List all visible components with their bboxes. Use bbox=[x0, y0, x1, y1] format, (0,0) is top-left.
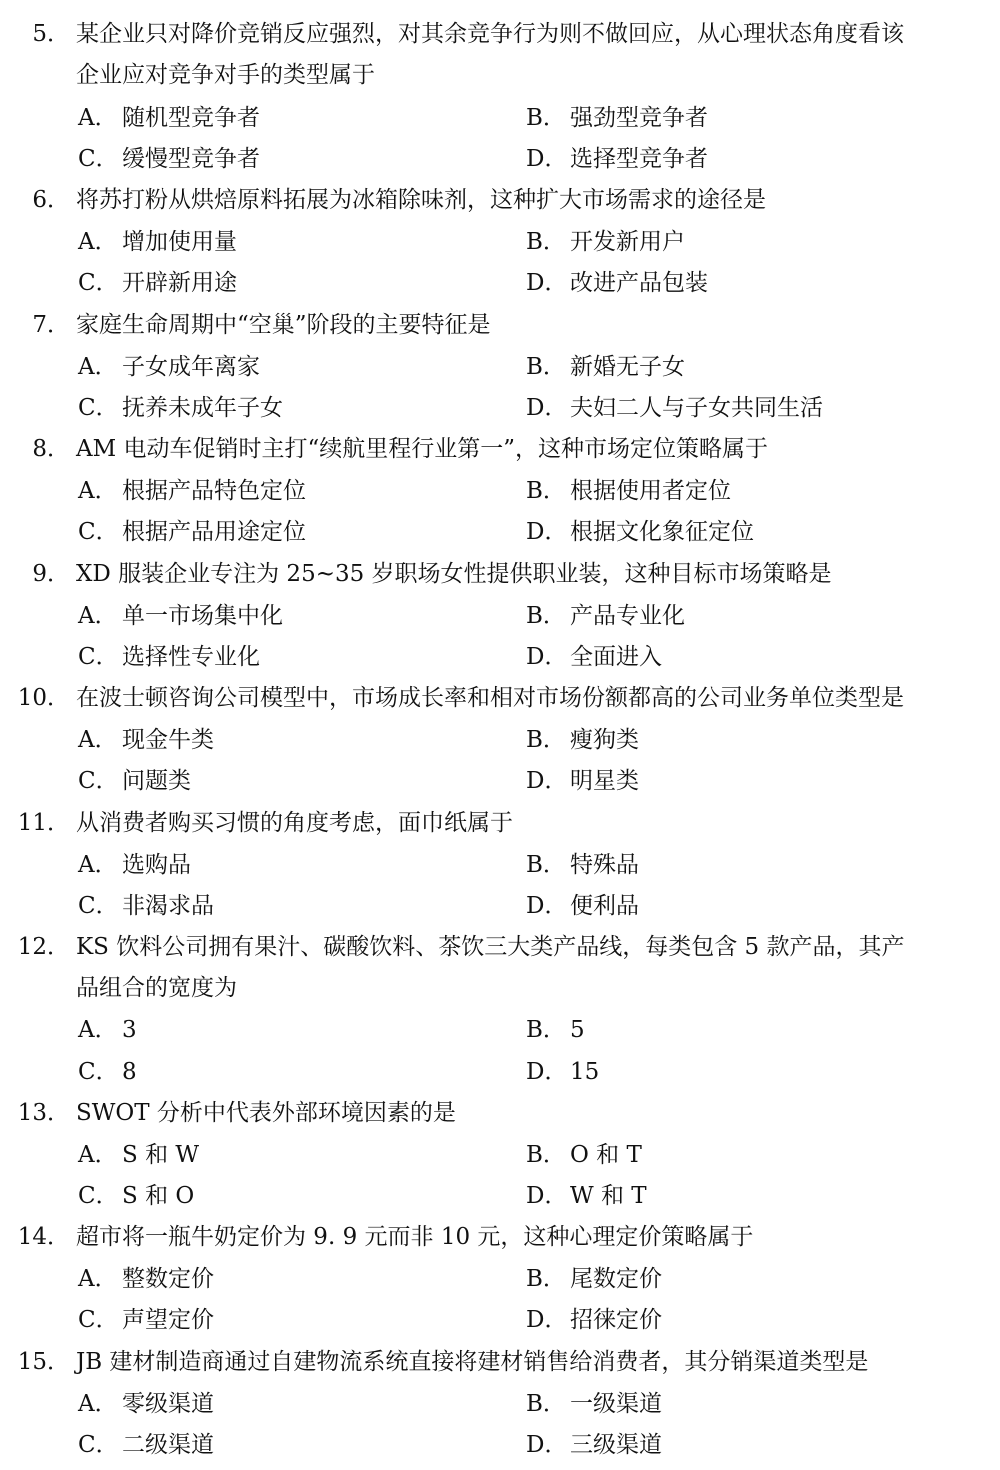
option-d bbox=[526, 1182, 647, 1210]
option-b bbox=[526, 602, 685, 630]
option-text: 便利品 bbox=[570, 893, 639, 919]
option-text: 15 bbox=[570, 1059, 600, 1085]
option-text: 一级渠道 bbox=[570, 1391, 662, 1417]
option-text: S 和 W bbox=[122, 1142, 200, 1168]
option-letter: B． bbox=[526, 727, 566, 753]
question-text: KS 饮料公司拥有果汁、碳酸饮料、茶饮三大类产品线，每类包含 5 款产品，其产 bbox=[76, 934, 905, 960]
option-text: 8 bbox=[122, 1059, 137, 1085]
question-text: 企业应对竞争对手的类型属于 bbox=[76, 62, 375, 88]
option-a bbox=[78, 1141, 199, 1169]
option-a bbox=[78, 851, 191, 879]
option-c bbox=[78, 145, 260, 173]
option-a bbox=[78, 602, 283, 630]
option-d bbox=[526, 892, 639, 920]
option-letter: A． bbox=[78, 1142, 118, 1168]
option-letter: B． bbox=[526, 354, 566, 380]
option-letter: A． bbox=[78, 1266, 118, 1292]
option-b bbox=[526, 1390, 662, 1418]
option-letter: D． bbox=[526, 519, 568, 545]
option-b bbox=[526, 1141, 642, 1169]
option-text: 瘦狗类 bbox=[570, 727, 639, 753]
option-text: W 和 T bbox=[570, 1183, 647, 1209]
option-b bbox=[526, 477, 731, 505]
option-text: 产品专业化 bbox=[570, 603, 685, 629]
option-letter: B． bbox=[526, 105, 566, 131]
option-letter: C． bbox=[78, 1059, 119, 1085]
option-text: 非渴求品 bbox=[122, 893, 214, 919]
question-number: 6． bbox=[32, 187, 70, 213]
option-d bbox=[526, 643, 662, 671]
option-text: S 和 O bbox=[122, 1183, 195, 1209]
option-text: 根据产品用途定位 bbox=[122, 519, 306, 545]
option-letter: C． bbox=[78, 270, 119, 296]
option-letter: D． bbox=[526, 644, 568, 670]
option-d bbox=[526, 145, 708, 173]
option-c bbox=[78, 269, 237, 297]
option-b bbox=[526, 1016, 585, 1044]
option-c bbox=[78, 1306, 214, 1334]
option-text: 选购品 bbox=[122, 852, 191, 878]
option-letter: B． bbox=[526, 1391, 566, 1417]
option-c bbox=[78, 1182, 194, 1210]
question-number: 11． bbox=[17, 810, 70, 836]
option-text: 二级渠道 bbox=[122, 1432, 214, 1458]
option-text: 根据使用者定位 bbox=[570, 478, 731, 504]
option-text: 新婚无子女 bbox=[570, 354, 685, 380]
question-number: 10． bbox=[17, 685, 70, 711]
option-letter: A． bbox=[78, 229, 118, 255]
option-text: O 和 T bbox=[570, 1142, 642, 1168]
option-letter: B． bbox=[526, 1266, 566, 1292]
question-text: SWOT 分析中代表外部环境因素的是 bbox=[76, 1100, 456, 1126]
option-letter: C． bbox=[78, 146, 119, 172]
option-letter: C． bbox=[78, 644, 119, 670]
question-text: 将苏打粉从烘焙原料拓展为冰箱除味剂，这种扩大市场需求的途径是 bbox=[76, 187, 766, 213]
option-text: 声望定价 bbox=[122, 1307, 214, 1333]
option-c bbox=[78, 767, 191, 795]
option-letter: C． bbox=[78, 395, 119, 421]
question-number: 9． bbox=[32, 561, 70, 587]
option-b bbox=[526, 353, 685, 381]
option-a bbox=[78, 726, 214, 754]
option-letter: D． bbox=[526, 1059, 568, 1085]
option-letter: B． bbox=[526, 1017, 566, 1043]
option-b bbox=[526, 1265, 662, 1293]
option-text: 夫妇二人与子女共同生活 bbox=[570, 395, 823, 421]
option-letter: A． bbox=[78, 727, 118, 753]
option-letter: C． bbox=[78, 1183, 119, 1209]
option-c bbox=[78, 643, 260, 671]
option-text: 开发新用户 bbox=[570, 229, 685, 255]
option-letter: C． bbox=[78, 768, 119, 794]
option-d bbox=[526, 269, 708, 297]
option-letter: B． bbox=[526, 852, 566, 878]
option-b bbox=[526, 726, 639, 754]
option-a bbox=[78, 1265, 214, 1293]
option-text: 子女成年离家 bbox=[122, 354, 260, 380]
option-text: 现金牛类 bbox=[122, 727, 214, 753]
option-a bbox=[78, 228, 237, 256]
option-letter: A． bbox=[78, 1391, 118, 1417]
option-letter: B． bbox=[526, 478, 566, 504]
option-text: 整数定价 bbox=[122, 1266, 214, 1292]
option-c bbox=[78, 1058, 137, 1086]
option-text: 招徕定价 bbox=[570, 1307, 662, 1333]
option-text: 明星类 bbox=[570, 768, 639, 794]
option-letter: B． bbox=[526, 229, 566, 255]
option-text: 根据产品特色定位 bbox=[122, 478, 306, 504]
question-text: 在波士顿咨询公司模型中，市场成长率和相对市场份额都高的公司业务单位类型是 bbox=[76, 685, 904, 711]
option-c bbox=[78, 1431, 214, 1459]
question-number: 8． bbox=[32, 436, 70, 462]
option-letter: C． bbox=[78, 1307, 119, 1333]
option-text: 开辟新用途 bbox=[122, 270, 237, 296]
option-letter: D． bbox=[526, 395, 568, 421]
option-letter: C． bbox=[78, 1432, 119, 1458]
question-number: 7． bbox=[32, 312, 70, 338]
option-text: 根据文化象征定位 bbox=[570, 519, 754, 545]
option-a bbox=[78, 353, 260, 381]
option-b bbox=[526, 228, 685, 256]
option-text: 三级渠道 bbox=[570, 1432, 662, 1458]
option-d bbox=[526, 394, 823, 422]
question-text: 超市将一瓶牛奶定价为 9. 9 元而非 10 元，这种心理定价策略属于 bbox=[76, 1224, 754, 1250]
question-text: 从消费者购买习惯的角度考虑，面巾纸属于 bbox=[76, 810, 513, 836]
option-text: 增加使用量 bbox=[122, 229, 237, 255]
question-text: AM 电动车促销时主打“续航里程行业第一”，这种市场定位策略属于 bbox=[76, 436, 768, 462]
option-letter: D． bbox=[526, 893, 568, 919]
option-d bbox=[526, 1306, 662, 1334]
option-letter: D． bbox=[526, 1307, 568, 1333]
option-d bbox=[526, 767, 639, 795]
option-text: 抚养未成年子女 bbox=[122, 395, 283, 421]
option-text: 零级渠道 bbox=[122, 1391, 214, 1417]
option-letter: A． bbox=[78, 852, 118, 878]
option-text: 随机型竞争者 bbox=[122, 105, 260, 131]
option-b bbox=[526, 851, 639, 879]
option-d bbox=[526, 518, 754, 546]
question-text: 家庭生命周期中“空巢”阶段的主要特征是 bbox=[76, 312, 491, 338]
option-text: 尾数定价 bbox=[570, 1266, 662, 1292]
question-text: JB 建材制造商通过自建物流系统直接将建材销售给消费者，其分销渠道类型是 bbox=[76, 1349, 869, 1375]
option-text: 问题类 bbox=[122, 768, 191, 794]
option-text: 5 bbox=[570, 1017, 585, 1043]
option-letter: A． bbox=[78, 603, 118, 629]
question-text: 某企业只对降价竞销反应强烈，对其余竞争行为则不做回应，从心理状态角度看该 bbox=[76, 21, 904, 47]
option-text: 全面进入 bbox=[570, 644, 662, 670]
option-letter: D． bbox=[526, 270, 568, 296]
option-c bbox=[78, 518, 306, 546]
question-number: 13． bbox=[17, 1100, 70, 1126]
option-a bbox=[78, 1016, 137, 1044]
option-letter: A． bbox=[78, 354, 118, 380]
option-letter: A． bbox=[78, 478, 118, 504]
option-letter: C． bbox=[78, 519, 119, 545]
question-number: 14． bbox=[17, 1224, 70, 1250]
option-letter: B． bbox=[526, 603, 566, 629]
option-text: 特殊品 bbox=[570, 852, 639, 878]
question-number: 12． bbox=[17, 934, 70, 960]
option-text: 3 bbox=[122, 1017, 137, 1043]
option-a bbox=[78, 1390, 214, 1418]
option-letter: A． bbox=[78, 105, 118, 131]
option-letter: C． bbox=[78, 893, 119, 919]
option-letter: D． bbox=[526, 768, 568, 794]
option-d bbox=[526, 1431, 662, 1459]
option-text: 选择型竞争者 bbox=[570, 146, 708, 172]
option-c bbox=[78, 892, 214, 920]
option-b bbox=[526, 104, 708, 132]
option-letter: A． bbox=[78, 1017, 118, 1043]
option-letter: B． bbox=[526, 1142, 566, 1168]
option-c bbox=[78, 394, 283, 422]
option-text: 单一市场集中化 bbox=[122, 603, 283, 629]
option-letter: D． bbox=[526, 1432, 568, 1458]
option-a bbox=[78, 104, 260, 132]
option-d bbox=[526, 1058, 599, 1086]
option-letter: D． bbox=[526, 146, 568, 172]
option-text: 改进产品包装 bbox=[570, 270, 708, 296]
question-text: XD 服装企业专注为 25~35 岁职场女性提供职业装，这种目标市场策略是 bbox=[76, 561, 832, 587]
option-text: 强劲型竞争者 bbox=[570, 105, 708, 131]
question-number: 5． bbox=[32, 21, 70, 47]
option-text: 缓慢型竞争者 bbox=[122, 146, 260, 172]
question-text: 品组合的宽度为 bbox=[76, 975, 237, 1001]
option-text: 选择性专业化 bbox=[122, 644, 260, 670]
question-number: 15． bbox=[17, 1349, 70, 1375]
option-a bbox=[78, 477, 306, 505]
option-letter: D． bbox=[526, 1183, 568, 1209]
